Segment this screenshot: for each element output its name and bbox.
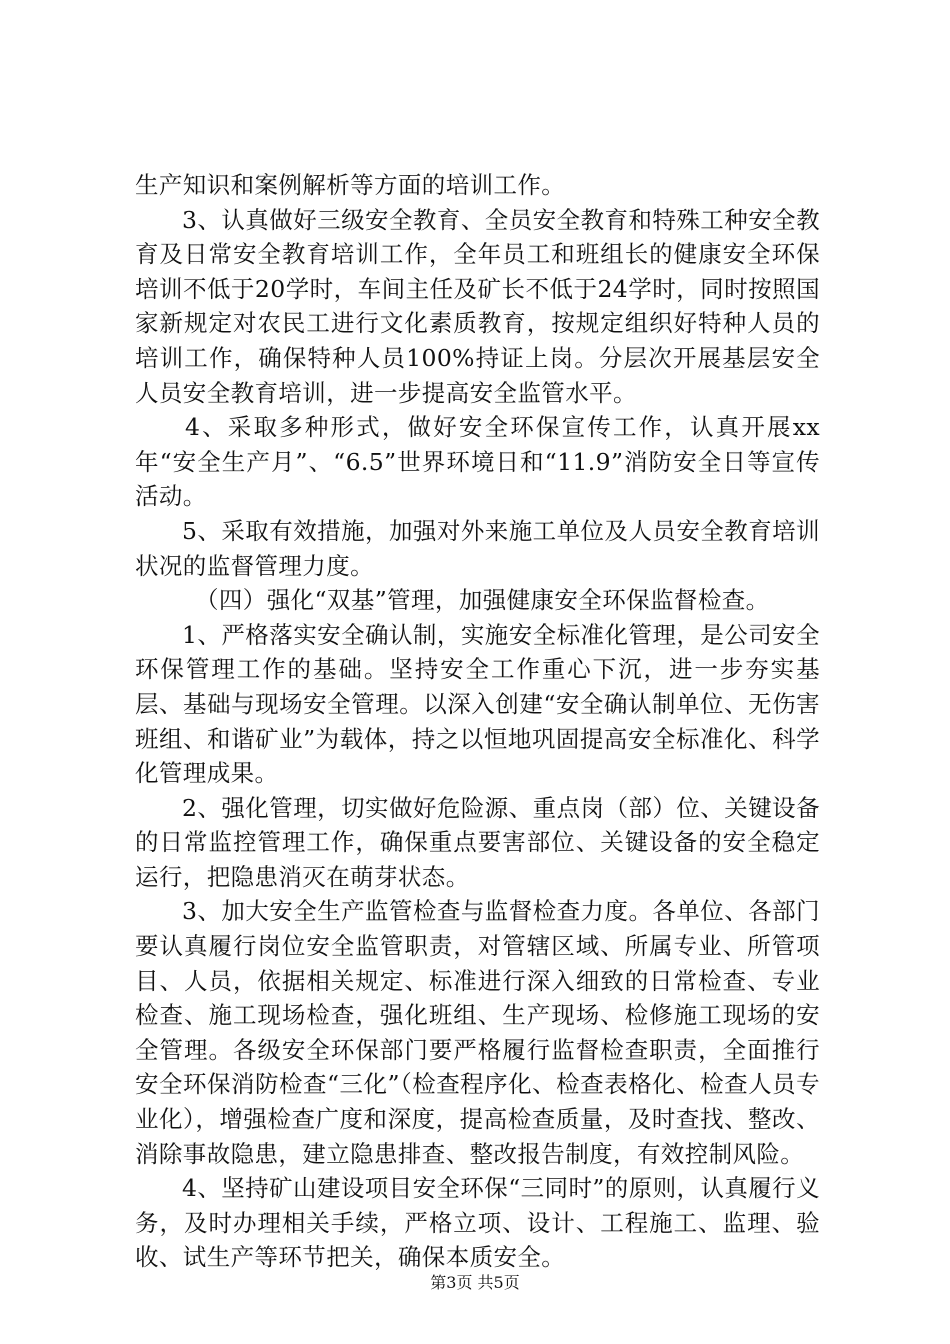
paragraph-item-3-safety-education: 3、认真做好三级安全教育、全员安全教育和特殊工种安全教育及日常安全教育培训工作，全年员工和班组长的健康安全环保培训不低于20学时，车间主任及矿长不低于24学时，同时按照国家新规定对农民工进行文化素质教育，按规定组织好特种人员的培训工作，确保特种人员100%持证上岗。分层次开展基层安全人员安全教育培训，进一步提高安全监管水平。 [135, 205, 820, 407]
paragraph-item-1-confirmation: 1、严格落实安全确认制，实施安全标准化管理，是公司安全环保管理工作的基础。坚持安全工作重心下沉，进一步夯实基层、基础与现场安全管理。以深入创建“安全确认制单位、无伤害班组、和谐矿业”为载体，持之以恒地巩固提高安全标准化、科学化管理成果。 [135, 620, 820, 788]
paragraph-item-3-inspection: 3、加大安全生产监管检查与监督检查力度。各单位、各部门要认真履行岗位安全监管职责，对管辖区域、所属专业、所管项目、人员，依据相关规定、标准进行深入细致的日常检查、专业检查、施工现场检查，强化班组、生产现场、检修施工现场的安全管理。各级安全环保部门要严格履行监督检查职责，全面推行安全环保消防检查“三化”（检查程序化、检查表格化、检查人员专业化），增强检查广度和深度，提高检查质量，及时查找、整改、消除事故隐患，建立隐患排查、整改报告制度，有效控制风险。 [135, 897, 820, 1168]
paragraph-item-4-three-simultaneous: 4、坚持矿山建设项目安全环保“三同时”的原则，认真履行义务，及时办理相关手续，严格立项、设计、工程施工、监理、验收、试生产等环节把关，确保本质安全。 [135, 1174, 820, 1272]
paragraph-training-continuation: 生产知识和案例解析等方面的培训工作。 [135, 171, 566, 199]
paragraph-item-2-management: 2、强化管理，切实做好危险源、重点岗（部）位、关键设备的日常监控管理工作，确保重点要害部位、关键设备的安全稳定运行，把隐患消灭在萌芽状态。 [135, 793, 820, 891]
document-body [135, 168, 820, 1275]
section-heading-four: （四）强化“双基”管理，加强健康安全环保监督检查。 [195, 586, 770, 615]
page-number-footer: 第3页 共5页 [430, 1273, 520, 1292]
paragraph-item-5-contractors: 5、采取有效措施，加强对外来施工单位及人员安全教育培训状况的监督管理力度。 [135, 516, 820, 580]
paragraph-item-4-publicity: 4、采取多种形式，做好安全环保宣传工作，认真开展xx年“安全生产月”、“6.5”世界环境日和“11.9”消防安全日等宣传活动。 [135, 413, 820, 511]
